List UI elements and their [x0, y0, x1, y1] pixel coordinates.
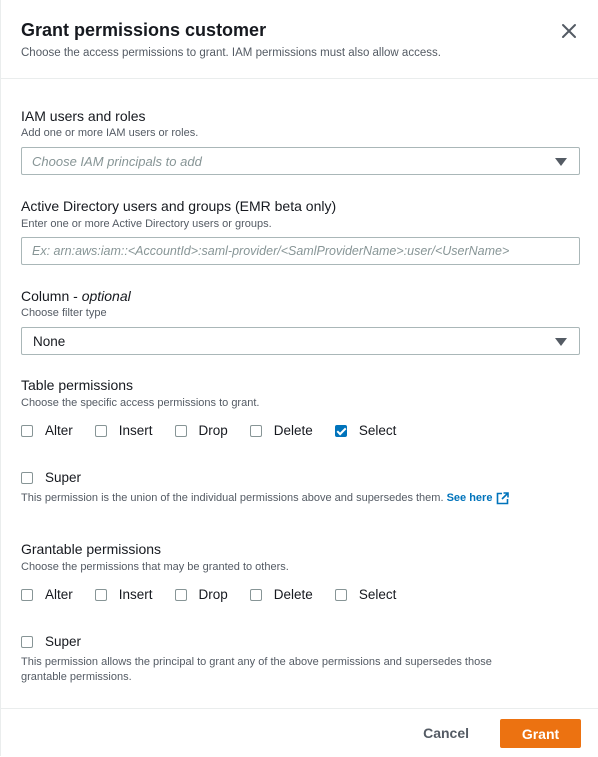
- dialog-subtitle: Choose the access permissions to grant. IAM permissions must also allow access.: [21, 47, 441, 59]
- grantable-permissions-checkboxes: [21, 587, 418, 602]
- grantable-perm-select[interactable]: [335, 587, 397, 602]
- grantable-perm-alter[interactable]: [21, 587, 73, 602]
- close-icon: [558, 20, 580, 42]
- ad-label: Active Directory users and groups (EMR beta only): [21, 198, 337, 214]
- checkbox[interactable]: [21, 472, 33, 484]
- table-perm-drop[interactable]: [175, 423, 228, 438]
- checkbox-label: Alter: [45, 587, 73, 602]
- checkbox-label: Drop: [198, 423, 228, 438]
- external-link-icon: [496, 492, 509, 505]
- ad-description: Enter one or more Active Directory users or groups.: [21, 218, 272, 230]
- checkbox[interactable]: [95, 589, 107, 601]
- checkbox-label: Select: [358, 423, 397, 438]
- grantable-perm-insert[interactable]: [95, 587, 153, 602]
- checkbox[interactable]: [95, 425, 107, 437]
- checkbox[interactable]: [175, 425, 187, 437]
- caret-down-icon: [555, 338, 567, 346]
- table-perm-super-row: [21, 470, 103, 485]
- checkbox-label: Delete: [273, 423, 313, 438]
- ad-users-input[interactable]: [22, 238, 587, 264]
- cancel-button[interactable]: Cancel: [423, 725, 469, 741]
- checkbox[interactable]: [335, 589, 347, 601]
- checkbox-label: Select: [358, 587, 397, 602]
- close-button[interactable]: [558, 20, 580, 42]
- checkbox[interactable]: [250, 425, 262, 437]
- checkbox-label: Alter: [45, 423, 73, 438]
- grantable-permissions-description: Choose the permissions that may be granted to others.: [21, 561, 289, 573]
- grantable-super-note: [21, 655, 492, 685]
- table-perm-alter[interactable]: [21, 423, 73, 438]
- table-permissions-checkboxes: [21, 423, 418, 438]
- checkbox-label: Super: [45, 470, 82, 485]
- column-filter-select[interactable]: [21, 327, 580, 355]
- table-perm-select[interactable]: [335, 423, 397, 438]
- grantable-super-note-line2: grantable permissions.: [21, 671, 132, 683]
- checkbox[interactable]: [250, 589, 262, 601]
- column-filter-value: None: [33, 334, 66, 349]
- checkbox[interactable]: [21, 589, 33, 601]
- checkbox[interactable]: [21, 636, 33, 648]
- see-here-text: See here: [446, 492, 493, 504]
- ad-users-field[interactable]: [21, 237, 580, 265]
- checkbox-checked[interactable]: [335, 425, 347, 437]
- table-perm-insert[interactable]: [95, 423, 153, 438]
- grantable-perm-delete[interactable]: [250, 587, 313, 602]
- table-perm-super[interactable]: [21, 470, 81, 485]
- caret-down-icon: [555, 158, 567, 166]
- dialog-title: Grant permissions customer: [21, 20, 267, 40]
- checkbox-label: Super: [45, 634, 82, 649]
- grantable-perm-super-row: [21, 634, 103, 649]
- checkbox-label: Delete: [273, 587, 313, 602]
- column-description: Choose filter type: [21, 307, 107, 319]
- grantable-perm-super[interactable]: [21, 634, 81, 649]
- iam-principals-input[interactable]: [22, 148, 562, 174]
- table-perm-delete[interactable]: [250, 423, 313, 438]
- grantable-permissions-label: Grantable permissions: [21, 541, 162, 557]
- grantable-super-note-line1: This permission allows the principal to grant any of the above permissions and supersedes those: [21, 656, 492, 668]
- column-label: [21, 288, 131, 304]
- column-label-text: Column -: [21, 288, 82, 304]
- checkbox-label: Insert: [118, 423, 153, 438]
- grantable-perm-drop[interactable]: [175, 587, 228, 602]
- table-super-note: [21, 491, 509, 506]
- dialog-footer: [1, 708, 598, 757]
- checkbox[interactable]: [175, 589, 187, 601]
- iam-label: IAM users and roles: [21, 108, 146, 124]
- column-optional-text: optional: [81, 288, 131, 304]
- checkbox-label: Drop: [198, 587, 228, 602]
- table-super-note-text: This permission is the union of the individual permissions above and supersedes them.: [21, 492, 444, 504]
- dialog-header: [1, 0, 598, 79]
- checkbox-label: Insert: [118, 587, 153, 602]
- table-permissions-label: Table permissions: [21, 377, 134, 393]
- checkbox[interactable]: [21, 425, 33, 437]
- grant-button[interactable]: Grant: [500, 719, 581, 748]
- iam-principals-select[interactable]: [21, 147, 580, 175]
- see-here-link[interactable]: [447, 492, 510, 504]
- table-permissions-description: Choose the specific access permissions to grant.: [21, 397, 260, 409]
- iam-description: Add one or more IAM users or roles.: [21, 127, 199, 139]
